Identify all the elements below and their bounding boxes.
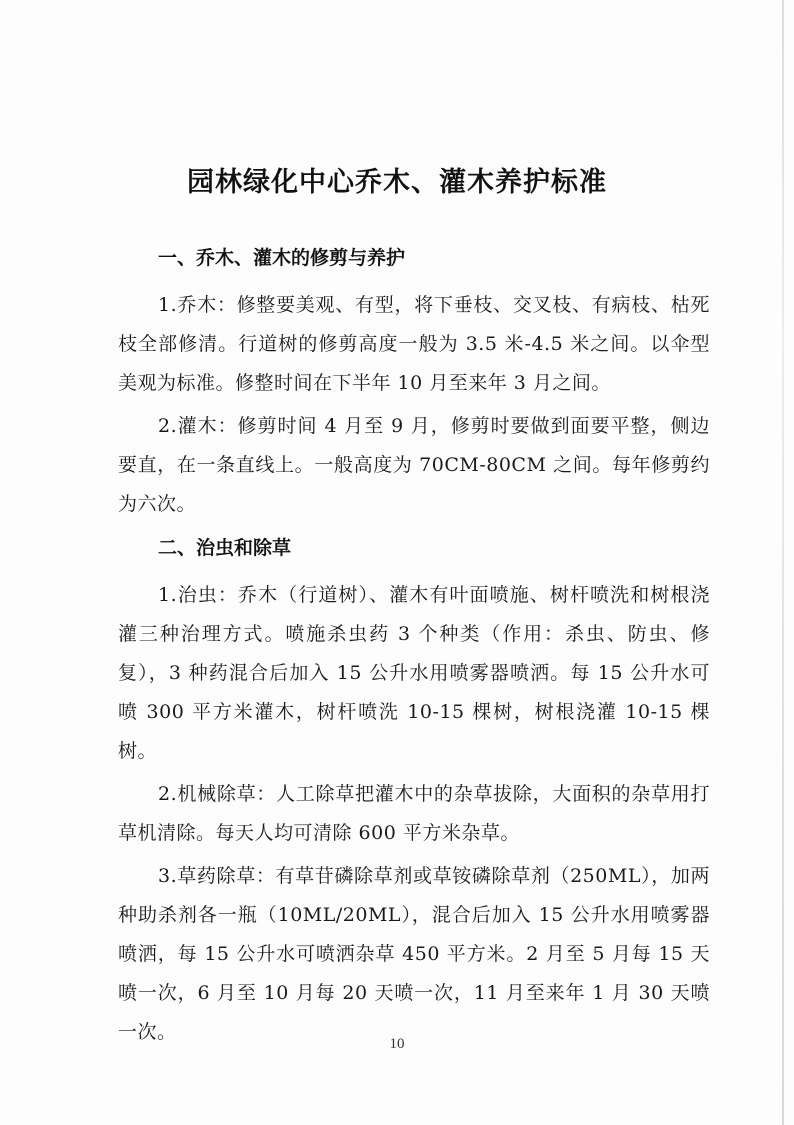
- section-heading-pest-weed: 二、治虫和除草: [158, 537, 292, 559]
- paragraph-mechanical-weeding: 2.机械除草：人工除草把灌木中的杂草拔除，大面积的杂草用打草机清除。每天人均可清除 600 平方米杂草。: [118, 783, 710, 844]
- paragraph-shrubs: 2.灌木：修剪时间 4 月至 9 月，修剪时要做到面要平整，侧边要直，在一条直线上。一般高度为 70CM-80CM 之间。每年修剪约为六次。: [118, 415, 710, 515]
- paragraph-herbicide-weeding: 3.草药除草：有草苷磷除草剂或草铵磷除草剂（250ML），加两种助杀剂各一瓶（10ML/20ML），混合后加入 15 公升水用喷雾器喷洒，每 15 公升水可喷洒杂草 450 平方米。2 月至 5 月每 15 天喷一次，6 月至 10 月每 20 天喷一次，11 月至来年 1 月 30 天喷一次。: [118, 865, 710, 1043]
- paragraph-trees: 1.乔木：修整要美观、有型，将下垂枝、交叉枝、有病枝、枯死枝全部修清。行道树的修剪高度一般为 3.5 米-4.5 米之间。以伞型美观为标准。修整时间在下半年 10 月至来年 3 月之间。: [118, 294, 710, 394]
- section-heading-pruning: 一、乔木、灌木的修剪与养护: [158, 247, 406, 269]
- document-title: 园林绿化中心乔木、灌木养护标准: [187, 167, 607, 198]
- document-body: [118, 238, 710, 1056]
- page-number: 10: [389, 1036, 405, 1052]
- paragraph-pest-control: 1.治虫：乔木（行道树）、灌木有叶面喷施、树杆喷洗和树根浇灌三种治理方式。喷施杀虫药 3 个种类（作用：杀虫、防虫、修复），3 种药混合后加入 15 公升水用喷雾器喷洒。每 15 公升水可喷 300 平方米灌木，树杆喷洗 10-15 棵树，树根浇灌 10-15 棵树。: [118, 584, 710, 762]
